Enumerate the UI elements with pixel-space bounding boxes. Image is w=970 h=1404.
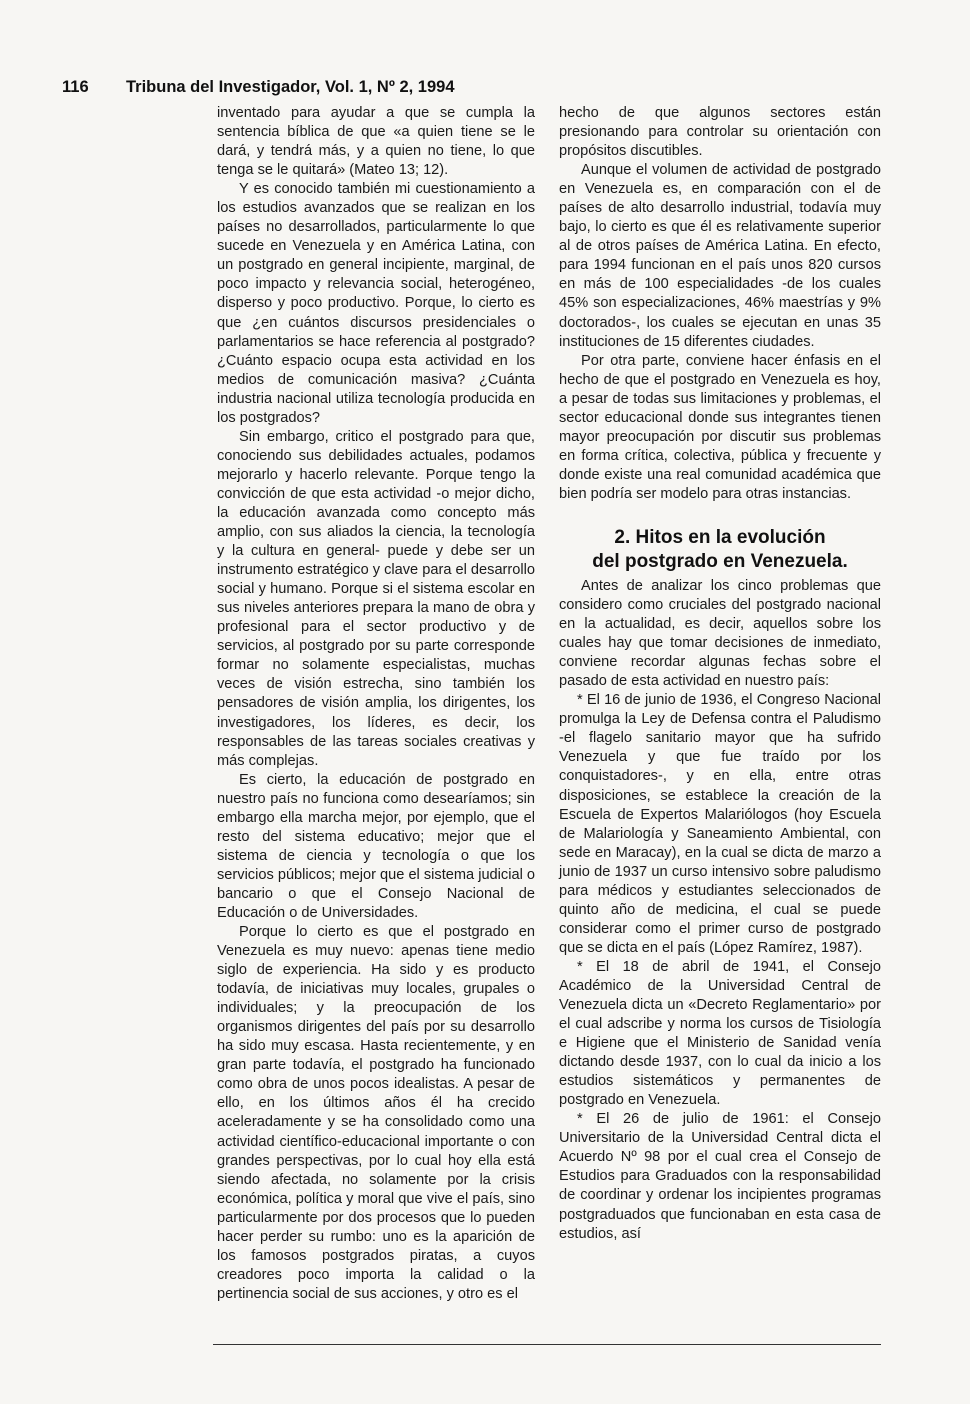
footer-rule: [213, 1344, 881, 1345]
list-item: * El 18 de abril de 1941, el Consejo Académico de la Universidad Central de Venezuela dicta un «Decreto Reglamentario» por el cual adscribe y norma los cursos de Tisiología e Higiene que el Ministerio de Sanidad venía dictando desde 1937, con lo cual da inicio a los estudios sistemáticos y permanentes de postgrado en Venezuela.: [559, 958, 881, 1109]
journal-citation: Tribuna del Investigador, Vol. 1, Nº 2, 1994: [126, 78, 455, 96]
paragraph: Y es conocido también mi cuestionamiento a los estudios avanzados que se realizan en los países no desarrollados, particularmente lo que sucede en Venezuela y en América Latina, con un postgrado en general incipiente, marginal, de poco impacto y relevancia social, heterogéneo, disperso y poco productivo. Porque, lo cierto es que ¿en cuántos discursos presidenciales o parlamentarios se hace referencia al postgrado? ¿Cuánto espacio ocupa esta actividad en los medios de comunicación masiva? ¿Cuánta industria nacional utiliza tecnología producida en los postgrados?: [217, 181, 535, 426]
section-heading-line: 2. Hitos en la evolución: [614, 526, 826, 548]
paragraph: Antes de analizar los cinco problemas que considero como cruciales del postgrado nacional en la actualidad, es decir, aquellos sobre los cuales hay que tomar decisiones de inmediato, conviene recordar algunas fechas sobre el pasado de esta actividad en nuestro país:: [559, 577, 881, 690]
list-item: * El 26 de julio de 1961: el Consejo Universitario de la Universidad Central dicta el Acuerdo Nº 98 por el cual crea el Consejo de Estudios para Graduados con la responsabilidad de coordinar y ordenar los incipientes programas postgraduados que funcionaban en esta casa de estudios, así: [559, 1111, 881, 1242]
paragraph: Sin embargo, critico el postgrado para que, conociendo sus debilidades actuales, podamos mejorarlo y hacerlo relevante. Porque tengo la convicción de que esta actividad -o mejor dicho, la educación avanzada como concepto más amplio, con sus aliados la ciencia, la tecnología y la cultura en general- puede y debe ser un instrumento estratégico y clave para el desarrollo social y humano. Porque si el sistema escolar en sus niveles anteriores prepara la mano de obra y profesional para el sector productivo y de servicios, al postgrado por su parte corresponde formar no solamente especialistas, muchas veces de visión estrecha, sino también los pensadores de visión amplia, los dirigentes, los investigadores, los líderes, es decir, los responsables de las tareas sociales creativas y más complejas.: [217, 428, 535, 769]
section-heading-line: del postgrado en Venezuela.: [592, 550, 848, 572]
section-heading: [559, 526, 881, 574]
paragraph: Es cierto, la educación de postgrado en nuestro país no funciona como desearíamos; sin embargo ella marcha mejor, por ejemplo, que el resto del sistema educativo; mejor que el sistema de ciencia y tecnología o que los servicios públicos; mejor que el sistema judicial o bancario o que el Consejo Nacional de Educación o de Universidades.: [217, 771, 535, 921]
paragraph: Porque lo cierto es que el postgrado en Venezuela es muy nuevo: apenas tiene medio siglo de experiencia. Ha sido y es producto todavía, de iniciativas muy locales, grupales o individuales; y la preocupación de los organismos dirigentes del país por su desarrollo ha sido muy escasa. Hasta recientemente, y en gran parte todavía, el postgrado ha funcionado como obra de unos pocos idealistas. A pesar de ello, en los últimos años él ha crecido aceleradamente y se ha consolidado como una actividad científico-educacional importante o con grandes perspectivas, por lo cual hoy ella está siendo afectada, no solamente por la crisis económica, política y moral que vive el país, sino particularmente por dos procesos que lo pueden hacer perder su rumbo: uno es la aparición de los famosos postgrados piratas, a cuyos creadores poco importa la calidad o la pertinencia social de sus acciones, y otro es el: [217, 924, 535, 1302]
paragraph: Por otra parte, conviene hacer énfasis en el hecho de que el postgrado en Venezuela es hoy, a pesar de todas sus limitaciones y problemas, el sector educacional donde sus integrantes tienen mayor preocupación por discutir sus problemas en forma crítica, colectiva, pública y frecuente y donde existe una real comunidad académica que bien podría ser modelo para otras instancias.: [559, 352, 881, 502]
page-number: 116: [62, 78, 89, 96]
paragraph: Aunque el volumen de actividad de postgrado en Venezuela es, en comparación con el de países de alto desarrollo industrial, todavía muy bajo, lo cierto es que él es relativamente superior al de otros países de América Latina. En efecto, para 1994 funcionan en el país unos 820 cursos en más de 100 especialidades -de los cuales 45% son especializaciones, 46% maestrías y 9% doctorados-, los cuales se ejecutan en unas 35 instituciones de 15 diferentes ciudades.: [559, 162, 881, 350]
paragraph: hecho de que algunos sectores están presionando para controlar su orientación con propósitos discutibles.: [559, 105, 881, 160]
left-column: [217, 104, 535, 1304]
paragraph: inventado para ayudar a que se cumpla la sentencia bíblica de que «a quien tiene se le dará, y tendrá más, y a quien no tiene, lo que tenga se le quitará» (Mateo 13; 12).: [217, 105, 535, 179]
running-header: [62, 78, 455, 97]
list-item: * El 16 de junio de 1936, el Congreso Nacional promulga la Ley de Defensa contra el Paludismo -el flagelo sanitario mayor que ha sufrido Venezuela y que fue traído por los conquistadores-, y en ella, entre otras disposiciones, se establece la creación de la Escuela de Expertos Malariólogos (hoy Escuela de Malariología y Saneamiento Ambiental, con sede en Maracay), en la cual se dicta de marzo a junio de 1937 un curso intensivo sobre paludismo para médicos y estudiantes seleccionados de quinto año de medicina, el cual se puede considerar como el primer curso de postgrado que se dicta en el país (López Ramírez, 1987).: [559, 692, 881, 956]
right-column: [559, 104, 881, 1244]
